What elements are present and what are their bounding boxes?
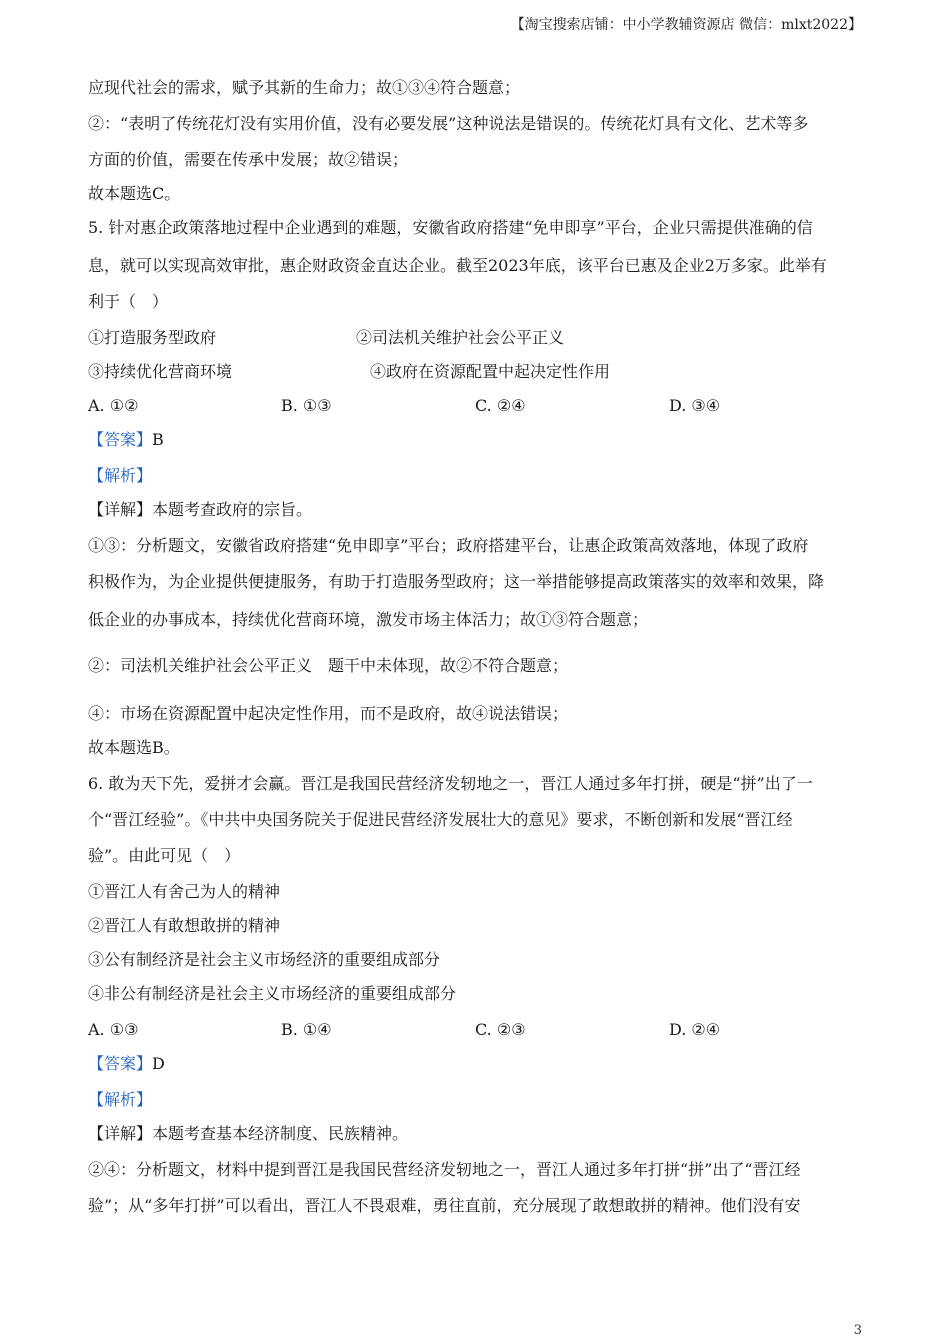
q5-explanation-2: ②：司法机关维护社会公平正义 题干中未体现，故②不符合题意； (88, 656, 569, 675)
q5-detail-text: 本题考查政府的宗旨。 (152, 500, 313, 519)
q4-tail-line-3: 方面的价值，需要在传承中发展；故②错误； (88, 150, 409, 169)
q5-answer-value: B (152, 430, 164, 449)
q6-analysis-label-text: 【解析】 (88, 1090, 153, 1109)
q6-stem-line-2: 个“晋江经验”。《中共中央国务院关于促进民营经济发展壮大的意见》要求，不断创新和发展“晋江经 (88, 810, 793, 829)
q5-explanation-1-line-1: ①③：分析题文，安徽省政府搭建“免申即享”平台；政府搭建平台，让惠企政策高效落地，体现了政府 (88, 536, 809, 555)
q6-answer-value: D (152, 1054, 165, 1073)
q6-item-2: ②晋江人有敢想敢拼的精神 (88, 916, 281, 935)
header-note: 【淘宝搜索店铺：中小学教辅资源店 微信：mlxt2022】 (510, 17, 862, 33)
q5-item-3: ③持续优化营商环境 (88, 362, 233, 381)
q6-explanation-1-line-1: ②④：分析题文，材料中提到晋江是我国民营经济发轫地之一，晋江人通过多年打拼“拼”出了“晋江经 (88, 1160, 801, 1179)
q5-conclusion: 故本题选B。 (88, 738, 180, 757)
q5-detail (88, 500, 312, 520)
q6-item-4: ④非公有制经济是社会主义市场经济的重要组成部分 (88, 984, 457, 1003)
q5-explanation-1-line-2: 积极作为，为企业提供便捷服务，有助于打造服务型政府；这一举措能够提高政策落实的效率和效果，降 (88, 572, 825, 591)
q4-conclusion: 故本题选C。 (88, 184, 181, 203)
q5-detail-label: 【详解】 (88, 500, 153, 519)
q5-option-c: C. ②④ (475, 396, 526, 415)
q6-analysis-label (88, 1090, 152, 1110)
q5-explanation-3: ④：市场在资源配置中起决定性作用，而不是政府，故④说法错误； (88, 704, 569, 723)
q6-answer (88, 1054, 165, 1074)
q6-answer-label: 【答案】 (88, 1054, 153, 1073)
q5-explanation-1-line-3: 低企业的办事成本，持续优化营商环境，激发市场主体活力；故①③符合题意； (88, 610, 649, 629)
page-number: 3 (853, 1323, 862, 1338)
q6-explanation-1-line-2: 验”；从“多年打拼”可以看出，晋江人不畏艰难，勇往直前，充分展现了敢想敢拼的精神。他们没有安 (88, 1196, 801, 1215)
q5-option-d: D. ③④ (669, 396, 721, 415)
q6-option-a: A. ①③ (88, 1020, 139, 1039)
q5-answer (88, 430, 164, 450)
q4-tail-line-1: 应现代社会的需求，赋予其新的生命力；故①③④符合题意； (88, 78, 521, 97)
q6-detail-text: 本题考查基本经济制度、民族精神。 (152, 1124, 409, 1143)
q6-stem-line-3: 验”。由此可见（ ） (88, 846, 241, 865)
q5-stem-line-1: 5. 针对惠企政策落地过程中企业遇到的难题，安徽省政府搭建“免申即享”平台，企业只需提供准确的信 (88, 218, 813, 237)
q5-stem-line-2: 息，就可以实现高效审批，惠企财政资金直达企业。截至2023年底，该平台已惠及企业2万多家。此举有 (88, 256, 827, 275)
q6-detail-label: 【详解】 (88, 1124, 153, 1143)
q5-item-4: ④政府在资源配置中起决定性作用 (370, 362, 611, 381)
q6-option-b: B. ①④ (281, 1020, 332, 1039)
q6-item-1: ①晋江人有舍己为人的精神 (88, 882, 281, 901)
q6-detail (88, 1124, 408, 1144)
q4-tail-line-2: ②：“表明了传统花灯没有实用价值，没有必要发展”这种说法是错误的。传统花灯具有文化、艺术等多 (88, 114, 809, 133)
q6-item-3: ③公有制经济是社会主义市场经济的重要组成部分 (88, 950, 441, 969)
q6-option-d: D. ②④ (669, 1020, 721, 1039)
q5-option-b: B. ①③ (281, 396, 332, 415)
q5-item-1: ①打造服务型政府 (88, 328, 217, 347)
q5-analysis-label (88, 466, 152, 486)
q5-analysis-label-text: 【解析】 (88, 466, 153, 485)
q6-stem-line-1: 6. 敢为天下先，爱拼才会赢。晋江是我国民营经济发轫地之一，晋江人通过多年打拼，硬是“拼”出了一 (88, 774, 813, 793)
q5-option-a: A. ①② (88, 396, 139, 415)
q5-stem-line-3: 利于（ ） (88, 292, 169, 311)
q6-option-c: C. ②③ (475, 1020, 526, 1039)
q5-answer-label: 【答案】 (88, 430, 153, 449)
q5-item-2: ②司法机关维护社会公平正义 (356, 328, 565, 347)
